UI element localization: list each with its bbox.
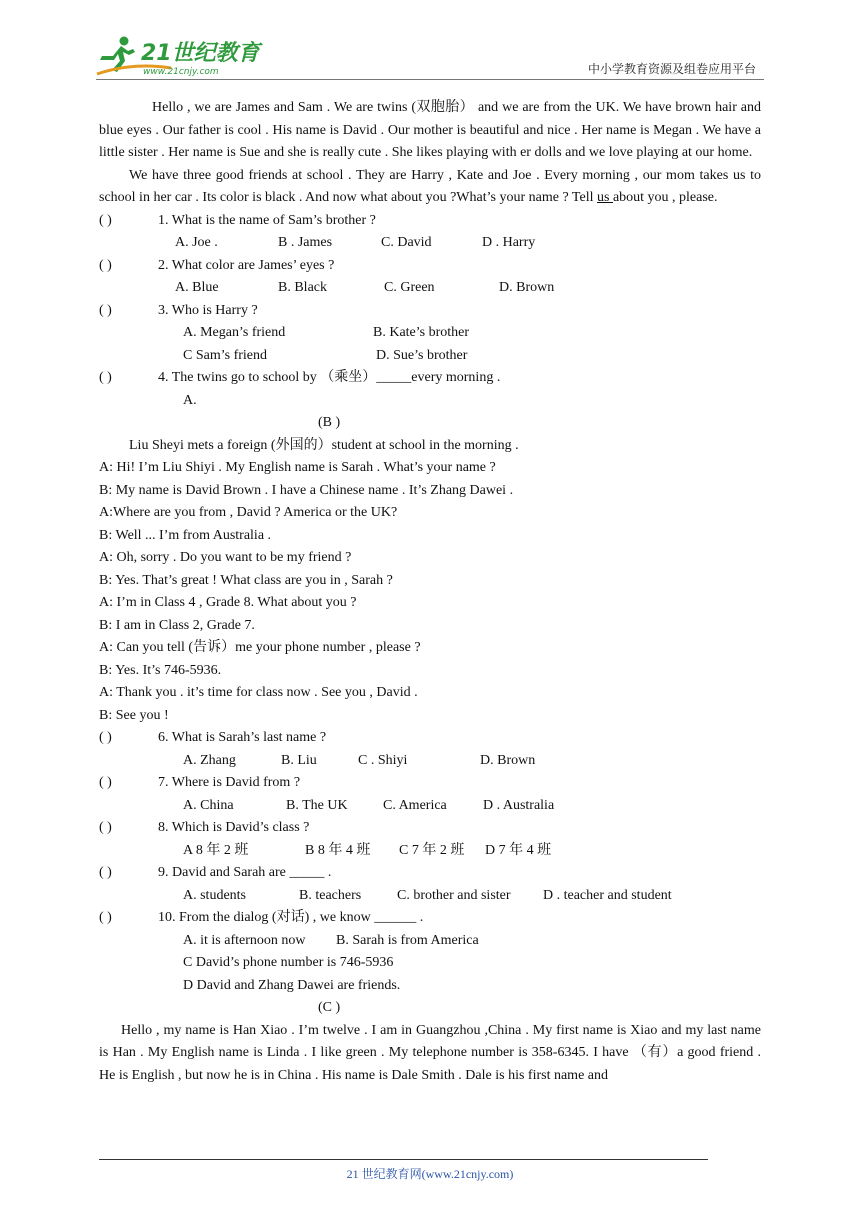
- option-a: A. it is afternoon now: [183, 932, 306, 948]
- answer-bracket[interactable]: ( ): [99, 820, 112, 835]
- option-a: A.: [183, 392, 197, 408]
- underlined-word: us: [596, 190, 613, 205]
- option-d: D. Brown: [499, 280, 555, 295]
- question-text: 1. What is the name of Sam’s brother ?: [158, 212, 376, 228]
- svg-text:www.21cnjy.com: www.21cnjy.com: [143, 67, 219, 77]
- passage-c-paragraph-1: Hello , my name is Han Xiao . I’m twelve . I am in Guangzhou ,China . My first name is Xiao and my last name is Han . My English name is Linda . I like green . My telephone number is 358-6345. I have （有）a good friend . He is English , but now he is in China . His name is Dale Smith . Dale is his first name and: [99, 1022, 761, 1083]
- question-3-options-row-1: [99, 322, 761, 345]
- footer-divider: [99, 1159, 708, 1160]
- dialog-line: B: See you !: [99, 707, 169, 723]
- dialog-line: A: Thank you . it’s time for class now . See you , David .: [99, 685, 418, 700]
- option-d: D . Harry: [482, 235, 536, 250]
- question-4: [99, 367, 761, 390]
- dialog-line: B: Yes. It’s 746-5936.: [99, 662, 222, 678]
- option-b: B. Black: [278, 280, 327, 295]
- option-c: C. America: [383, 797, 447, 813]
- dialog-line: B: I am in Class 2, Grade 7.: [99, 617, 255, 633]
- question-3: [99, 300, 761, 323]
- option-a: A. Megan’s friend: [183, 325, 286, 340]
- question-9: [99, 862, 761, 885]
- answer-bracket[interactable]: ( ): [99, 370, 112, 385]
- option-b: B. Kate’s brother: [373, 325, 470, 340]
- answer-bracket[interactable]: ( ): [99, 212, 112, 228]
- question-10: [99, 907, 761, 930]
- svg-text:21世纪教育: 21世纪教育: [141, 41, 260, 66]
- dialog-line: B: My name is David Brown . I have a Chinese name . It’s Zhang Dawei .: [99, 482, 514, 498]
- question-text: 9. David and Sarah are _____ .: [158, 865, 332, 880]
- question-1: [99, 210, 761, 233]
- option-b: B. Liu: [281, 752, 317, 768]
- option-b: B. Sarah is from America: [336, 932, 479, 948]
- passage-a-paragraph-2: We have three good friends at school . They are Harry , Kate and Joe . Every morning , our mom takes us to school in her car . Its color is black . And now what about you ?What’s your name ? Tell us about you , please.: [99, 167, 761, 205]
- option-b: B 8 年 4 班: [305, 842, 371, 858]
- question-text: 4. The twins go to school by （乘坐）_____every morning .: [158, 370, 501, 385]
- section-b-heading: (B ): [318, 415, 341, 430]
- option-d: D . teacher and student: [543, 887, 672, 903]
- option-c: C Sam’s friend: [183, 347, 267, 363]
- dialog-line: A: Can you tell (告诉）me your phone number , please ?: [99, 640, 421, 655]
- header-platform-name: 中小学教育资源及组卷应用平台: [587, 62, 756, 76]
- option-a: A. students: [183, 887, 246, 903]
- document-body: [99, 97, 761, 1087]
- option-c: C 7 年 2 班: [399, 842, 465, 858]
- section-b-intro: Liu Sheyi mets a foreign (外国的）student at school in the morning .: [129, 437, 519, 453]
- question-text: 6. What is Sarah’s last name ?: [158, 730, 327, 745]
- answer-bracket[interactable]: ( ): [99, 302, 112, 318]
- question-2-options: [99, 277, 761, 300]
- dialog-line: A:Where are you from , David ? America or the UK?: [99, 505, 398, 520]
- option-c: C. Green: [384, 280, 435, 295]
- question-2: [99, 255, 761, 278]
- question-9-options: [99, 885, 761, 908]
- dialog-line: A: Hi! I’m Liu Shiyi . My English name is Sarah . What’s your name ?: [99, 460, 496, 475]
- question-10-options: [99, 930, 761, 953]
- question-4-options: [99, 390, 761, 413]
- question-text: 3. Who is Harry ?: [158, 302, 258, 318]
- option-d: D. Brown: [480, 752, 536, 768]
- option-b: B . James: [278, 235, 333, 250]
- option-c: C . Shiyi: [358, 752, 408, 768]
- page-header: [0, 0, 860, 90]
- question-text: 8. Which is David’s class ?: [158, 820, 310, 835]
- question-6-options: [99, 750, 761, 773]
- answer-bracket[interactable]: ( ): [99, 257, 112, 273]
- dialog-line: B: Well ... I’m from Australia .: [99, 527, 272, 543]
- question-6: [99, 727, 761, 750]
- option-d: D 7 年 4 班: [485, 842, 552, 858]
- option-a: A. Joe .: [175, 235, 218, 250]
- option-c: C. brother and sister: [397, 887, 511, 903]
- section-c-heading: (C ): [318, 1000, 341, 1015]
- option-b: B. teachers: [299, 887, 362, 903]
- dialog-line: B: Yes. That’s great ! What class are you in , Sarah ?: [99, 572, 393, 588]
- passage-a-paragraph-1: Hello , we are James and Sam . We are twins (双胞胎） and we are from the UK. We have brown hair and blue eyes . Our father is cool . His name is David . Our mother is beautiful and nice . Her name is Megan . We have a little sister . Her name is Sue and she is really cute . She likes playing with er dolls and we love playing at our home.: [99, 100, 761, 160]
- option-d: D David and Zhang Dawei are friends.: [183, 977, 401, 993]
- question-text: 2. What color are James’ eyes ?: [158, 257, 335, 273]
- option-c: C David’s phone number is 746-5936: [183, 955, 394, 970]
- option-a: A. China: [183, 797, 234, 813]
- logo-runner-icon: [93, 34, 263, 78]
- answer-bracket[interactable]: ( ): [99, 865, 112, 880]
- question-1-options: [99, 232, 761, 255]
- dialog-line: A: I’m in Class 4 , Grade 8. What about you ?: [99, 595, 357, 610]
- question-7: [99, 772, 761, 795]
- answer-bracket[interactable]: ( ): [99, 730, 112, 745]
- option-c: C. David: [381, 235, 432, 250]
- dialog-line: A: Oh, sorry . Do you want to be my friend ?: [99, 550, 352, 565]
- header-divider: [96, 79, 764, 80]
- option-d: D. Sue’s brother: [376, 347, 468, 363]
- footer-text: 21 世纪教育网(www.21cnjy.com): [346, 1167, 514, 1181]
- question-text: 7. Where is David from ?: [158, 775, 301, 790]
- question-8-options: [99, 840, 761, 863]
- option-a: A. Zhang: [183, 752, 236, 768]
- question-3-options-row-2: [99, 345, 761, 368]
- option-a: A 8 年 2 班: [183, 842, 249, 858]
- question-8: [99, 817, 761, 840]
- option-b: B. The UK: [286, 797, 348, 813]
- option-a: A. Blue: [175, 280, 219, 295]
- logo: [93, 34, 263, 78]
- answer-bracket[interactable]: ( ): [99, 775, 112, 790]
- option-d: D . Australia: [483, 797, 555, 813]
- question-7-options: [99, 795, 761, 818]
- question-text: 10. From the dialog (对话) , we know ______ .: [158, 910, 424, 925]
- answer-bracket[interactable]: ( ): [99, 910, 112, 925]
